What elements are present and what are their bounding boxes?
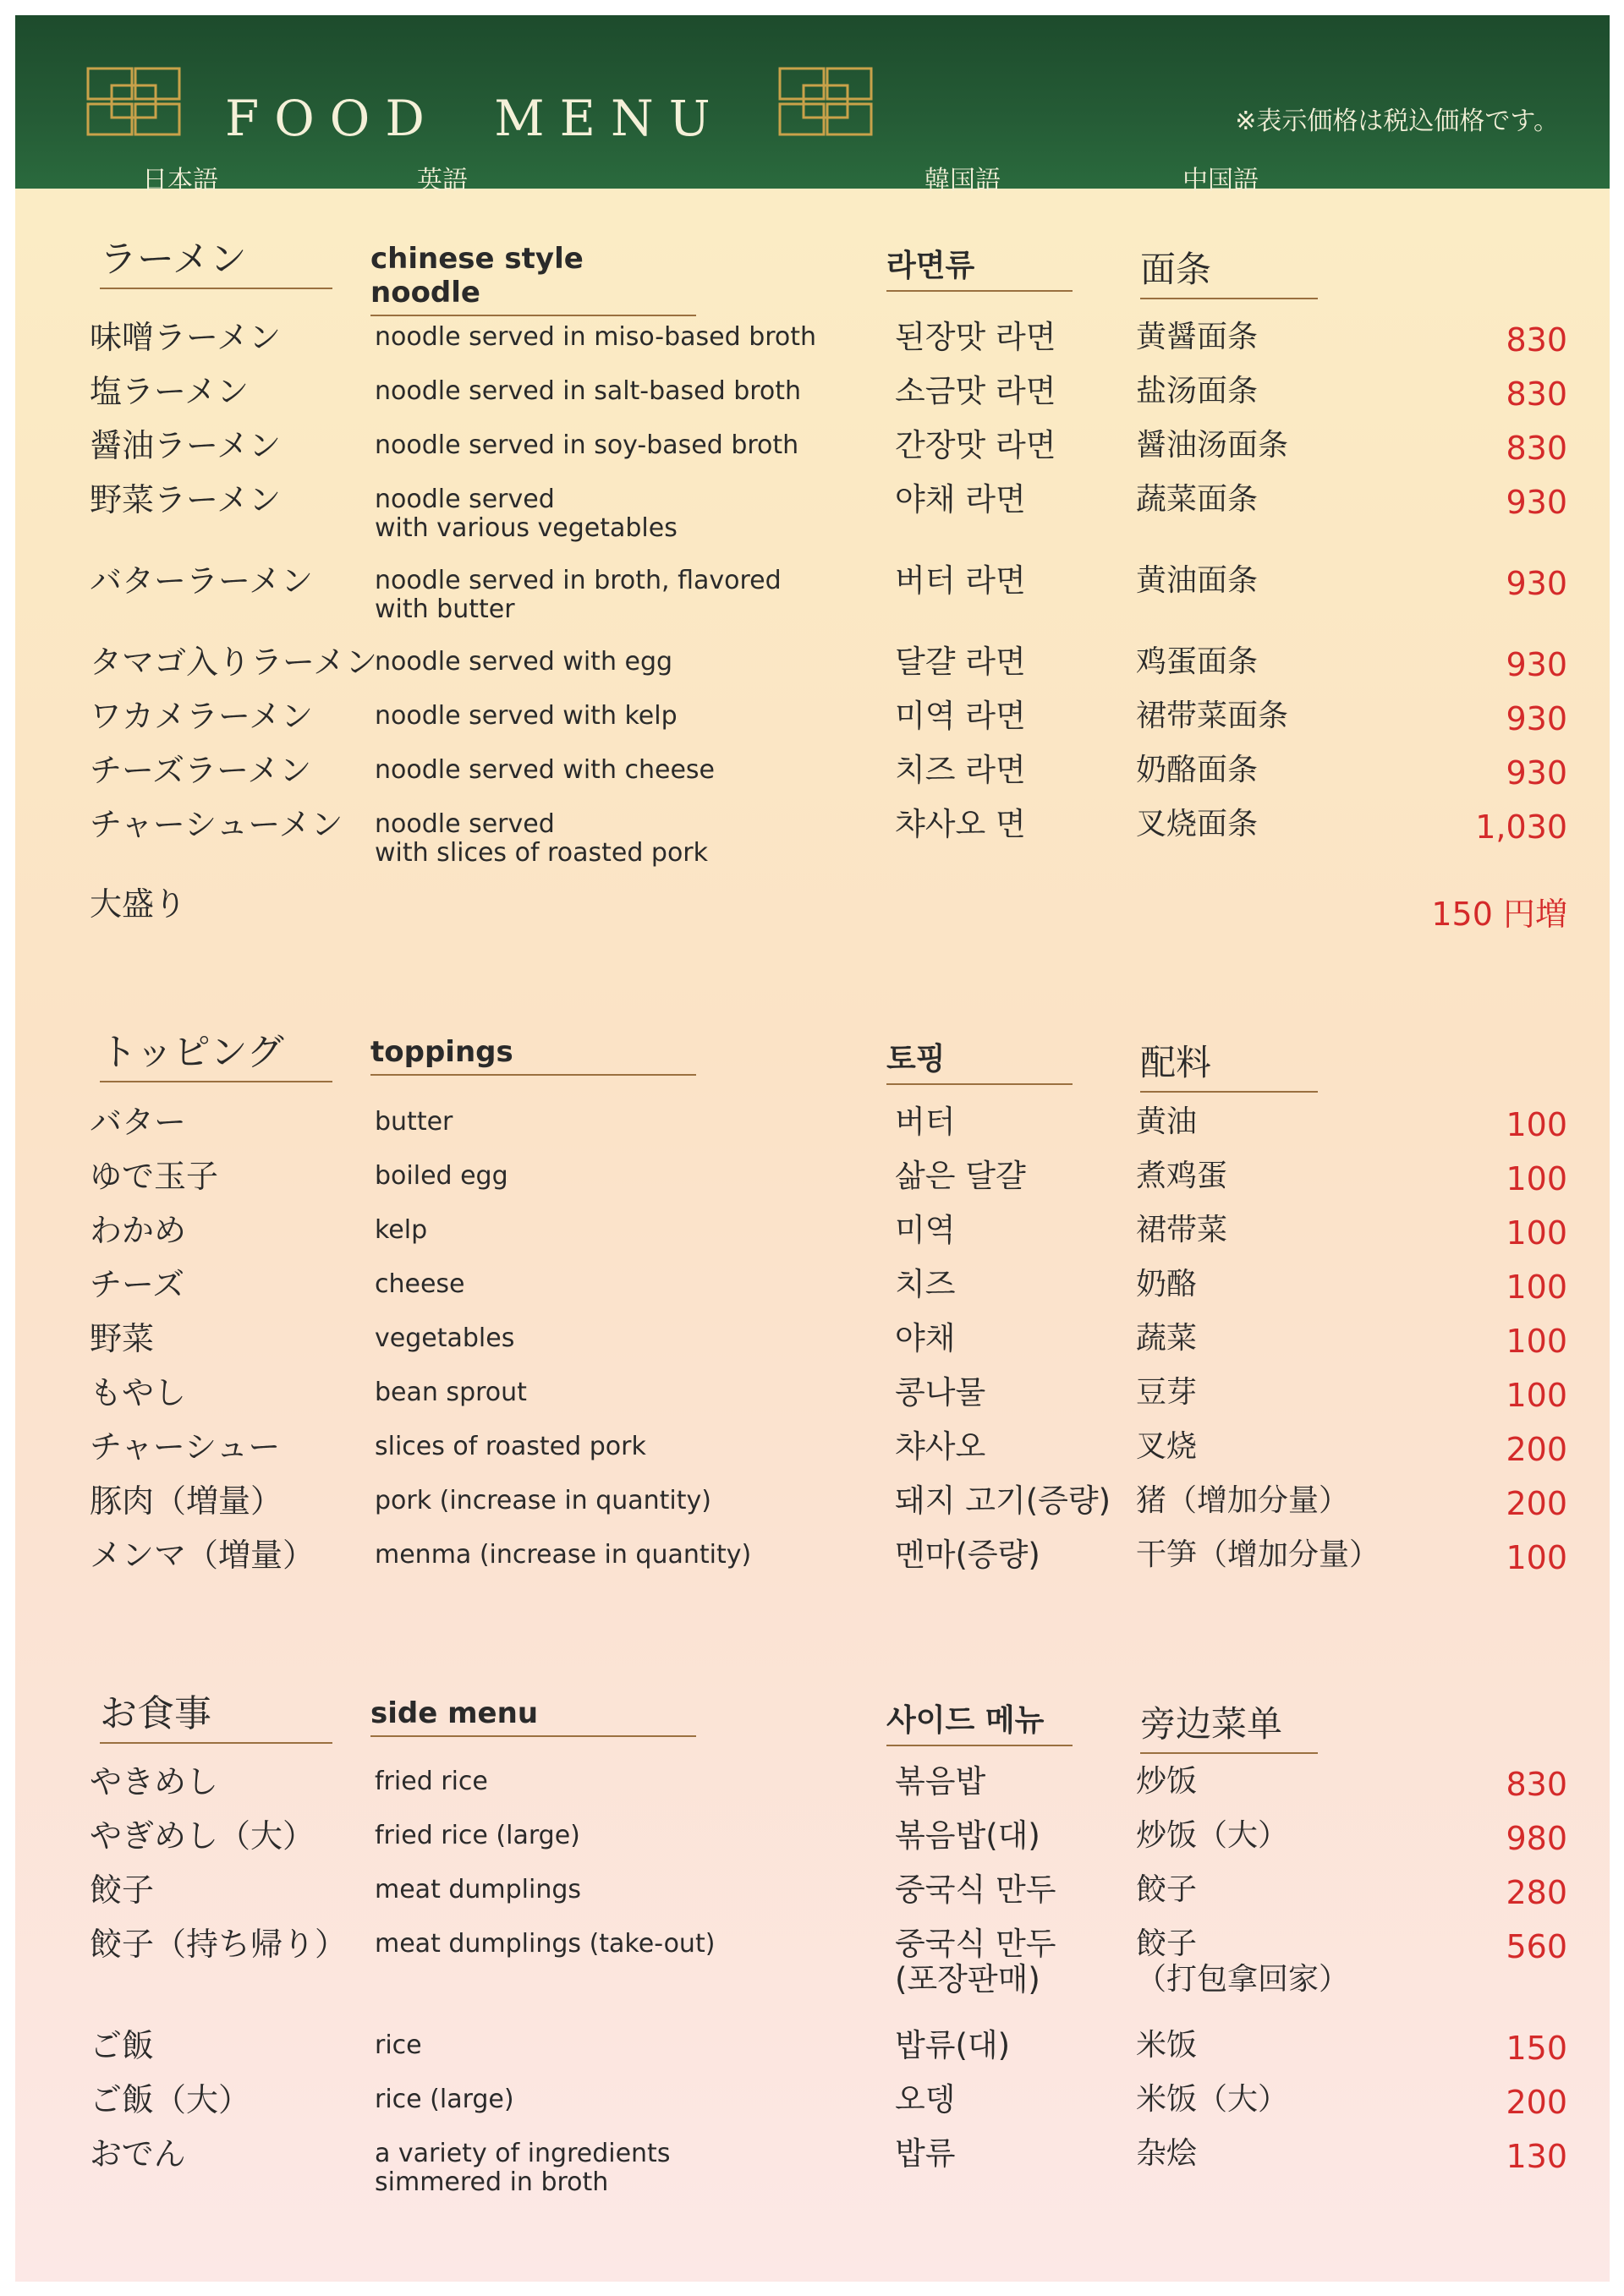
item-name-ko: 미역 라면 — [895, 698, 1026, 734]
item-name-ja: バターラーメン — [90, 562, 314, 600]
item-name-en: noodle served in miso-based broth — [375, 322, 817, 352]
item-name-ja: チーズラーメン — [90, 752, 312, 789]
item-name-ja: メンマ（増量） — [90, 1537, 315, 1574]
item-name-ko: 멘마(증량) — [895, 1537, 1040, 1573]
item-name-ja: 大盛り — [90, 885, 187, 923]
item-name-en: butter — [375, 1107, 453, 1137]
item-price: 100 — [1506, 1160, 1567, 1197]
item-name-en: vegetables — [375, 1323, 515, 1353]
item-price: 930 — [1506, 700, 1567, 737]
item-name-ja: もやし — [90, 1374, 187, 1411]
item-name-zh: 蔬菜面条 — [1136, 482, 1259, 517]
item-price: 1,030 — [1475, 808, 1567, 846]
item-name-zh: 餃子 （打包拿回家） — [1136, 1926, 1350, 1997]
lattice-ornament-icon — [83, 63, 184, 140]
item-name-ko: 야채 — [895, 1320, 956, 1356]
item-name-ko: 미역 — [895, 1212, 956, 1248]
item-price: 200 — [1506, 1485, 1567, 1522]
item-name-ko: 간장맛 라면 — [895, 427, 1056, 463]
item-name-en: fried rice — [375, 1767, 488, 1796]
item-name-zh: 黄油面条 — [1136, 563, 1259, 598]
item-name-ko: 오뎅 — [895, 2081, 956, 2118]
section-heading-en-side-menu: side menu — [370, 1696, 696, 1737]
item-price: 200 — [1506, 2084, 1567, 2121]
section-heading-zh-toppings: 配料 — [1140, 1035, 1318, 1093]
item-price: 830 — [1506, 321, 1567, 359]
item-name-en: kelp — [375, 1215, 428, 1245]
item-name-ko: 치즈 라면 — [895, 752, 1026, 788]
item-name-ja: 塩ラーメン — [90, 373, 250, 410]
item-name-zh: 猪（增加分量） — [1136, 1483, 1350, 1518]
language-label-chinese: 中国語 — [1182, 166, 1259, 195]
item-name-zh: 煮鸡蛋 — [1136, 1159, 1228, 1193]
item-price: 100 — [1506, 1377, 1567, 1414]
item-price: 100 — [1506, 1539, 1567, 1576]
item-price: 830 — [1506, 1766, 1567, 1803]
item-name-ja: 野菜ラーメン — [90, 481, 282, 518]
item-name-en: menma (increase in quantity) — [375, 1540, 752, 1570]
lattice-ornament-icon — [775, 63, 876, 140]
item-price: 980 — [1506, 1820, 1567, 1857]
item-name-zh: 盐汤面条 — [1136, 374, 1259, 408]
item-name-ko: 돼지 고기(증량) — [895, 1482, 1111, 1519]
item-price: 150 円増 — [1431, 896, 1567, 933]
item-name-ja: やぎめし（大） — [90, 1817, 315, 1855]
item-name-en: fried rice (large) — [375, 1821, 580, 1850]
section-heading-zh-ramen: 面条 — [1140, 242, 1318, 299]
item-price: 560 — [1506, 1928, 1567, 1965]
item-name-en: meat dumplings (take-out) — [375, 1929, 716, 1959]
menu-sheet — [15, 15, 1610, 2282]
item-name-ko: 챠사오 — [895, 1428, 986, 1465]
item-price: 100 — [1506, 1323, 1567, 1360]
item-name-zh: 米饭（大） — [1136, 2082, 1289, 2117]
section-heading-ja-side-menu: お食事 — [100, 1683, 332, 1744]
item-price: 100 — [1506, 1214, 1567, 1252]
language-label-japanese: 日本語 — [142, 166, 218, 195]
item-name-zh: 干笋（增加分量） — [1136, 1537, 1380, 1572]
item-price: 130 — [1506, 2138, 1567, 2175]
item-name-ja: 餃子 — [90, 1871, 155, 1909]
item-name-ko: 볶음밥(대) — [895, 1817, 1040, 1854]
item-name-ja: ゆで玉子 — [90, 1158, 219, 1195]
item-price: 830 — [1506, 375, 1567, 413]
item-name-ko: 볶음밥 — [895, 1763, 986, 1800]
section-heading-ko-side-menu: 사이드 메뉴 — [886, 1696, 1073, 1746]
item-price: 930 — [1506, 565, 1567, 602]
item-name-ja: わかめ — [90, 1212, 187, 1249]
item-name-ko: 치즈 — [895, 1266, 956, 1302]
item-name-zh: 黄油 — [1136, 1104, 1198, 1139]
item-name-ja: 餃子（持ち帰り） — [90, 1926, 348, 1963]
item-name-en: noodle served in broth, flavored with butter — [375, 566, 782, 624]
item-price: 280 — [1506, 1874, 1567, 1911]
item-name-zh: 醤油汤面条 — [1136, 428, 1289, 463]
item-price: 150 — [1506, 2030, 1567, 2067]
tax-note: ※表示価格は税込価格です。 — [1235, 107, 1559, 136]
item-name-en: noodle served in salt-based broth — [375, 376, 802, 406]
item-name-ko: 소금맛 라면 — [895, 373, 1056, 409]
item-name-ja: チーズ — [90, 1266, 185, 1303]
item-name-en: bean sprout — [375, 1378, 527, 1407]
item-name-ko: 밥류(대) — [895, 2027, 1011, 2063]
item-name-ja: ご飯（大） — [90, 2081, 251, 2118]
item-name-ja: ワカメラーメン — [90, 698, 314, 735]
item-name-zh: 米饭 — [1136, 2028, 1198, 2063]
item-price: 100 — [1506, 1269, 1567, 1306]
item-price: 100 — [1506, 1106, 1567, 1143]
item-name-zh: 裙带菜 — [1136, 1213, 1228, 1247]
item-name-zh: 杂烩 — [1136, 2136, 1198, 2171]
item-price: 200 — [1506, 1431, 1567, 1468]
item-name-ko: 밥류 — [895, 2135, 956, 2172]
item-name-zh: 裙带菜面条 — [1136, 699, 1289, 733]
section-heading-en-ramen: chinese style noodle — [370, 242, 696, 316]
item-name-en: noodle served with egg — [375, 647, 673, 677]
section-heading-ko-ramen: 라면류 — [886, 242, 1073, 292]
item-name-ja: チャーシューメン — [90, 806, 343, 843]
item-name-en: slices of roasted pork — [375, 1432, 646, 1461]
item-name-ko: 야채 라면 — [895, 481, 1026, 518]
item-name-ko: 챠사오 면 — [895, 806, 1026, 842]
item-name-ko: 된장맛 라면 — [895, 319, 1056, 355]
language-label-english: 英語 — [417, 166, 468, 195]
item-name-en: noodle served with slices of roasted pork — [375, 809, 708, 868]
item-name-en: pork (increase in quantity) — [375, 1486, 711, 1515]
item-name-ko: 콩나물 — [895, 1374, 986, 1411]
item-name-zh: 炒饭 — [1136, 1764, 1198, 1799]
section-heading-zh-side-menu: 旁边菜单 — [1140, 1696, 1318, 1754]
item-name-en: rice (large) — [375, 2085, 514, 2114]
item-name-zh: 黄醤面条 — [1136, 320, 1259, 354]
item-name-zh: 鸡蛋面条 — [1136, 644, 1259, 679]
item-price: 930 — [1506, 646, 1567, 683]
item-price: 930 — [1506, 754, 1567, 792]
item-name-ko: 달걀 라면 — [895, 644, 1026, 680]
item-name-ja: チャーシュー — [90, 1428, 281, 1466]
item-name-en: rice — [375, 2030, 422, 2060]
item-name-zh: 奶酪面条 — [1136, 753, 1259, 787]
item-price: 830 — [1506, 430, 1567, 467]
item-name-en: noodle served in soy-based broth — [375, 430, 799, 460]
item-name-zh: 叉烧面条 — [1136, 807, 1259, 841]
section-heading-en-toppings: toppings — [370, 1035, 696, 1076]
item-name-zh: 蔬菜 — [1136, 1321, 1198, 1356]
item-name-ja: ご飯 — [90, 2027, 155, 2064]
item-name-en: boiled egg — [375, 1161, 508, 1191]
section-heading-ko-toppings: 토핑 — [886, 1035, 1073, 1085]
item-name-zh: 叉烧 — [1136, 1429, 1198, 1464]
item-name-ko: 중국식 만두 — [895, 1871, 1056, 1908]
item-name-zh: 奶酪 — [1136, 1267, 1198, 1301]
item-name-zh: 餃子 — [1136, 1872, 1198, 1907]
page-title: FOOD MENU — [225, 90, 726, 147]
item-name-zh: 炒饭（大） — [1136, 1818, 1289, 1853]
item-name-en: meat dumplings — [375, 1875, 582, 1904]
item-name-ko: 삶은 달걀 — [895, 1158, 1026, 1194]
item-name-ja: 野菜 — [90, 1320, 155, 1357]
item-name-en: a variety of ingredients simmered in broth — [375, 2139, 671, 2197]
item-name-ja: 豚肉（増量） — [90, 1482, 283, 1520]
item-name-en: noodle served with kelp — [375, 701, 678, 731]
header-band — [15, 15, 1610, 195]
item-name-ko: 버터 — [895, 1104, 956, 1140]
item-name-ja: 醤油ラーメン — [90, 427, 282, 464]
item-name-ja: やきめし — [90, 1763, 219, 1800]
item-name-ko: 버터 라면 — [895, 562, 1026, 599]
item-name-ja: タマゴ入りラーメン — [90, 644, 378, 681]
item-name-ja: おでん — [90, 2135, 186, 2173]
item-name-ko: 중국식 만두 (포장판매) — [895, 1926, 1056, 1997]
section-heading-ja-toppings: トッピング — [100, 1022, 332, 1082]
item-name-en: cheese — [375, 1269, 465, 1299]
item-name-ja: 味噌ラーメン — [90, 319, 282, 356]
item-name-en: noodle served with various vegetables — [375, 485, 678, 543]
language-label-korean: 韓国語 — [924, 166, 1001, 195]
item-name-zh: 豆芽 — [1136, 1375, 1198, 1410]
section-heading-ja-ramen: ラーメン — [100, 228, 332, 289]
item-name-en: noodle served with cheese — [375, 755, 715, 785]
item-name-ja: バター — [90, 1104, 187, 1141]
item-price: 930 — [1506, 484, 1567, 521]
